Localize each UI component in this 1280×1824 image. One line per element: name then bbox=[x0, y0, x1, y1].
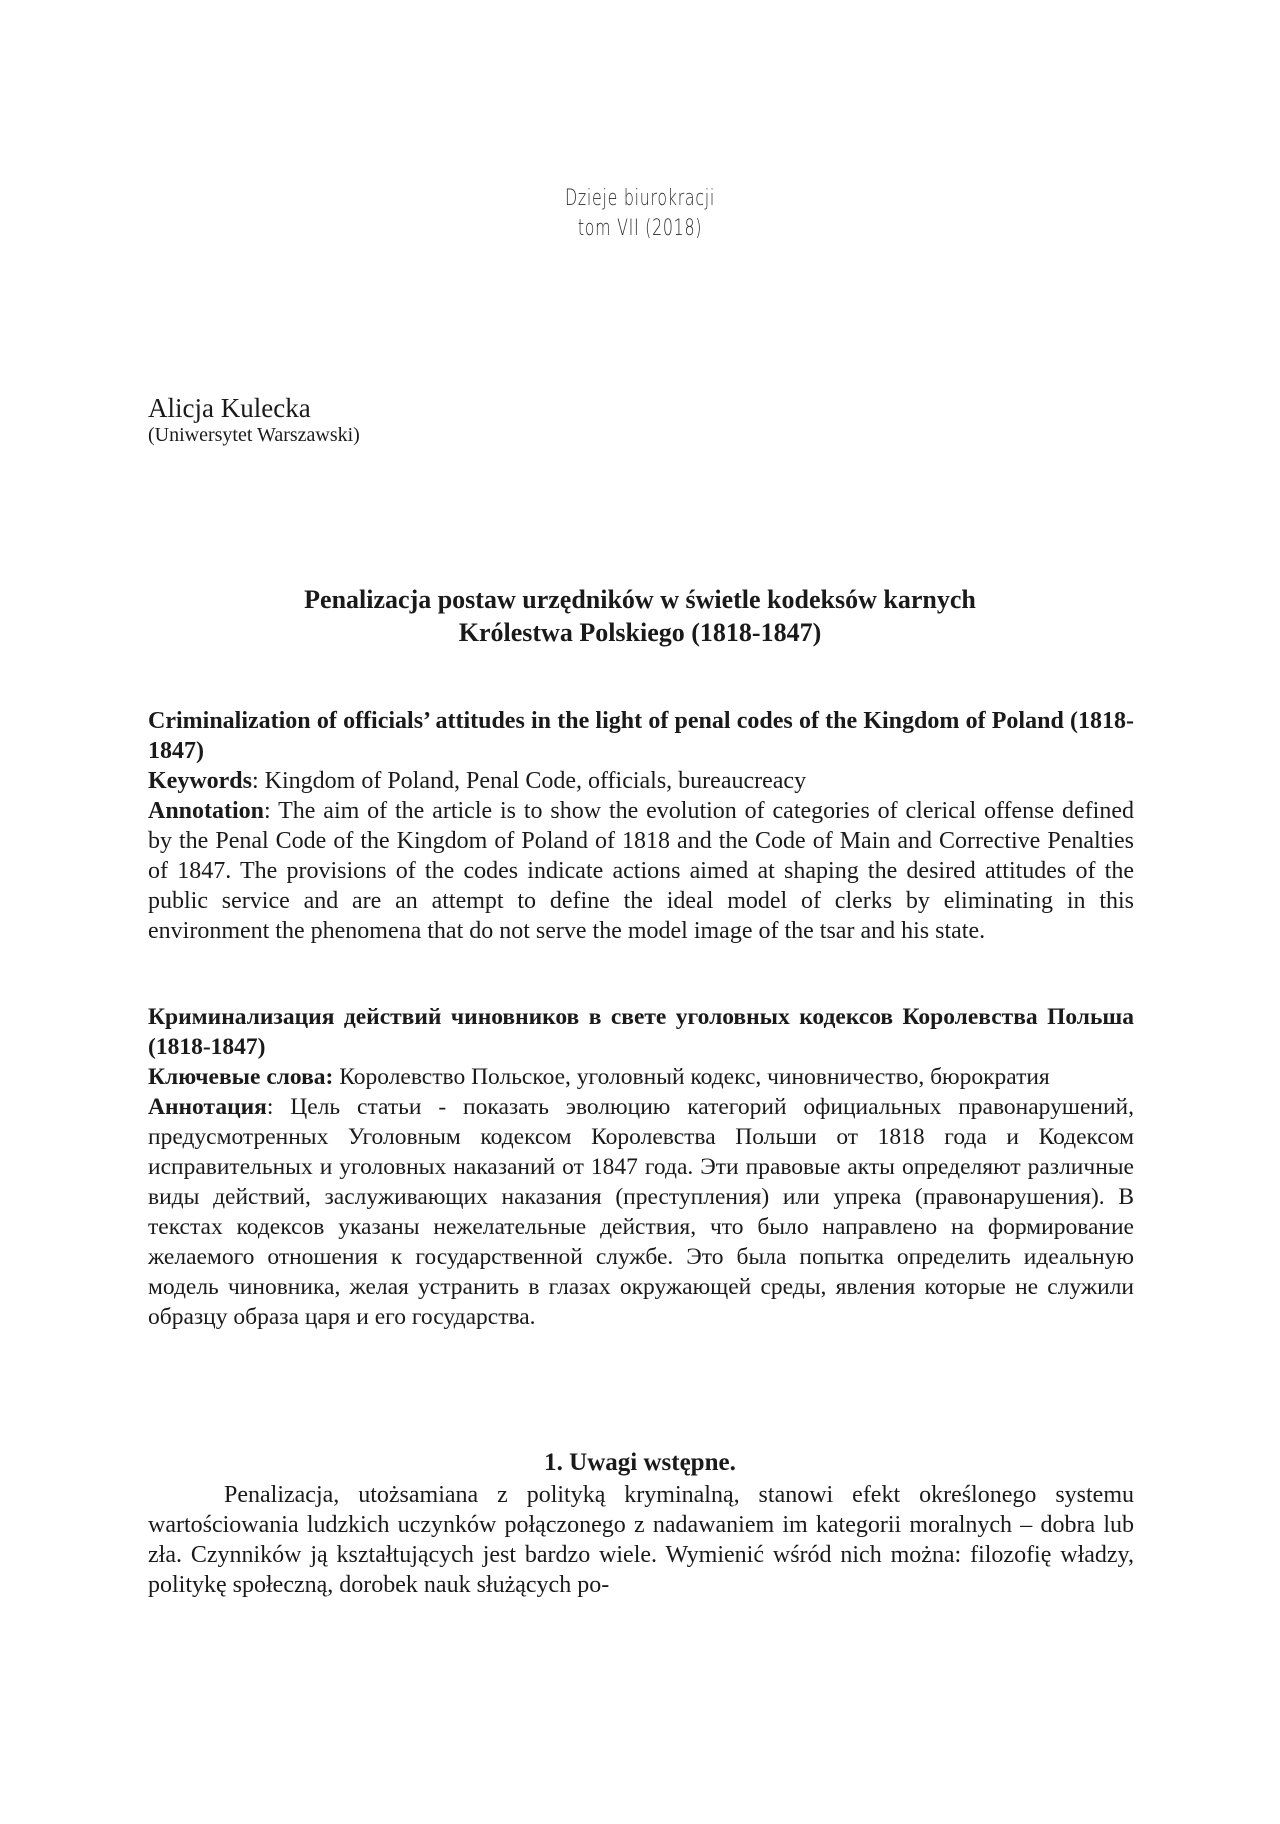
russian-abstract bbox=[148, 1002, 1134, 1332]
english-abstract bbox=[148, 706, 1134, 946]
english-keywords bbox=[148, 766, 1134, 796]
author-name: Alicja Kulecka bbox=[148, 393, 311, 423]
author-affiliation: (Uniwersytet Warszawski) bbox=[148, 424, 360, 446]
english-annotation bbox=[148, 796, 1134, 946]
russian-annotation bbox=[148, 1092, 1134, 1332]
english-title: Criminalization of officials’ attitudes in the light of penal codes of the Kingdom of Poland (1818-1847) bbox=[148, 708, 1134, 764]
english-annotation-label: Annotation bbox=[148, 798, 265, 824]
russian-keywords-label: Ключевые слова: bbox=[148, 1064, 334, 1090]
english-annotation-text: : The aim of the article is to show the evolution of categories of clerical offense defined by the Penal Code of the Kingdom of Poland of 1818 and the Code of Main and Corrective Penalties of 1847. The provisions of the codes indicate actions aimed at shaping the desired attitudes of the public service and are an attempt to define the ideal model of clerks by eliminating in this environment the phenomena that do not serve the model image of the tsar and his state. bbox=[148, 798, 1134, 944]
section-body bbox=[148, 1480, 1134, 1600]
russian-annotation-text: : Цель статьи - показать эволюцию категорий официальных правонарушений, предусмотренных Уголовным кодексом Королевства Польши от 1818 года и Кодексом исправительных и уголовных наказаний от 1847 года. Эти правовые акты определяют различные виды действий, заслуживающих наказания (преступления) или упрека (правонарушения). В текстах кодексов указаны нежелательные действия, что было направлено на формирование желаемого отношения к государственной службе. Это была попытка определить идеальную модель чиновника, желая устранить в глазах окружающей среды, явления которые не служили образцу образа царя и его государства. bbox=[148, 1094, 1134, 1330]
section-heading: 1. Uwagi wstępne. bbox=[544, 1449, 736, 1476]
section-paragraph: Penalizacja, utożsamiana z polityką kryminalną, stanowi efekt określonego systemu wartościowania ludzkich uczynków połączonego z nadawaniem im kategorii moralnych – dobra lub zła. Czynników ją kształtujących jest bardzo wiele. Wymienić wśród nich można: filozofię władzy, politykę społeczną, dorobek nauk służących po- bbox=[148, 1482, 1134, 1598]
russian-keywords-text: Королевство Польское, уголовный кодекс, чиновничество, бюрократия bbox=[333, 1064, 1050, 1090]
english-keywords-text: : Kingdom of Poland, Penal Code, officials, bureaucreacy bbox=[252, 768, 807, 794]
russian-annotation-label: Аннотация bbox=[148, 1094, 267, 1120]
article-title-line-1: Penalizacja postaw urzędników w świetle kodeksów karnych bbox=[304, 585, 976, 614]
russian-title: Криминализация действий чиновников в свете уголовных кодексов Королевства Польша (1818-1847) bbox=[148, 1004, 1134, 1060]
english-keywords-label: Keywords bbox=[148, 768, 252, 794]
journal-volume: tom VII (2018) bbox=[577, 216, 703, 241]
russian-keywords bbox=[148, 1062, 1134, 1092]
article-title-line-2: Królestwa Polskiego (1818-1847) bbox=[458, 618, 822, 647]
journal-title: Dzieje biurokracji bbox=[564, 186, 716, 211]
